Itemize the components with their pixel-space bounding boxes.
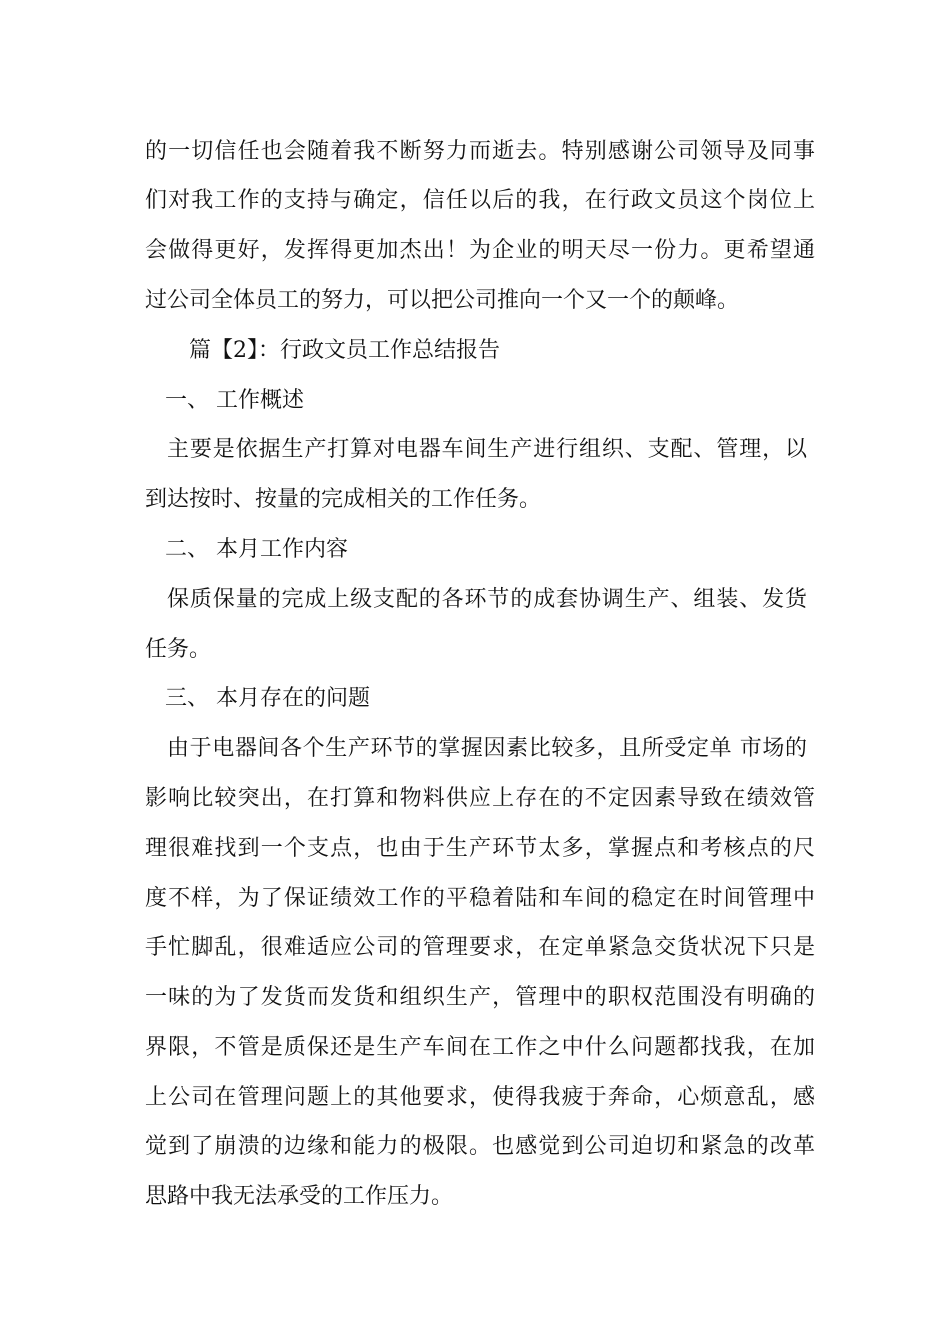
paragraph-line: 手忙脚乱，很难适应公司的管理要求，在定单紧急交货状况下只是 — [145, 935, 815, 960]
paragraph-line: 界限，不管是质保还是生产车间在工作之中什么问题都找我，在加 — [145, 1035, 815, 1060]
paragraph-line: 一味的为了发货而发货和组织生产，管理中的职权范围没有明确的 — [145, 985, 815, 1010]
paragraph-line: 过公司全体员工的努力，可以把公司推向一个又一个的颠峰。 — [145, 288, 740, 313]
paragraph-line: 主要是依据生产打算对电器车间生产进行组织、支配、管理，以 — [167, 437, 807, 462]
paragraph-line: 到达按时、按量的完成相关的工作任务。 — [145, 487, 542, 512]
chapter-heading: 篇【2】：行政文员工作总结报告 — [189, 338, 500, 363]
section-heading-problems: 三、 本月存在的问题 — [165, 686, 370, 711]
section-heading-content: 二、 本月工作内容 — [165, 537, 348, 562]
paragraph-line: 们对我工作的支持与确定，信任以后的我，在行政文员这个岗位上 — [145, 188, 815, 213]
paragraph-line: 由于电器间各个生产环节的掌握因素比较多，且所受定单 市场的 — [167, 736, 807, 761]
paragraph-line: 度不样，为了保证绩效工作的平稳着陆和车间的稳定在时间管理中 — [145, 886, 815, 911]
paragraph-line: 思路中我无法承受的工作压力。 — [145, 1184, 454, 1209]
section-heading-overview: 一、 工作概述 — [165, 388, 304, 413]
paragraph-line: 会做得更好，发挥得更加杰出！为企业的明天尽一份力。更希望通 — [145, 238, 815, 263]
paragraph-line: 任务。 — [145, 637, 212, 662]
paragraph-line: 的一切信任也会随着我不断努力而逝去。特别感谢公司领导及同事 — [145, 139, 815, 164]
paragraph-line: 上公司在管理问题上的其他要求，使得我疲于奔命，心烦意乱，感 — [145, 1085, 815, 1110]
paragraph-line: 理很难找到一个支点，也由于生产环节太多，掌握点和考核点的尺 — [145, 836, 815, 861]
paragraph-line: 觉到了崩溃的边缘和能力的极限。也感觉到公司迫切和紧急的改革 — [145, 1134, 815, 1159]
paragraph-line: 保质保量的完成上级支配的各环节的成套协调生产、组装、发货 — [167, 587, 807, 612]
paragraph-line: 影响比较突出，在打算和物料供应上存在的不定因素导致在绩效管 — [145, 786, 815, 811]
